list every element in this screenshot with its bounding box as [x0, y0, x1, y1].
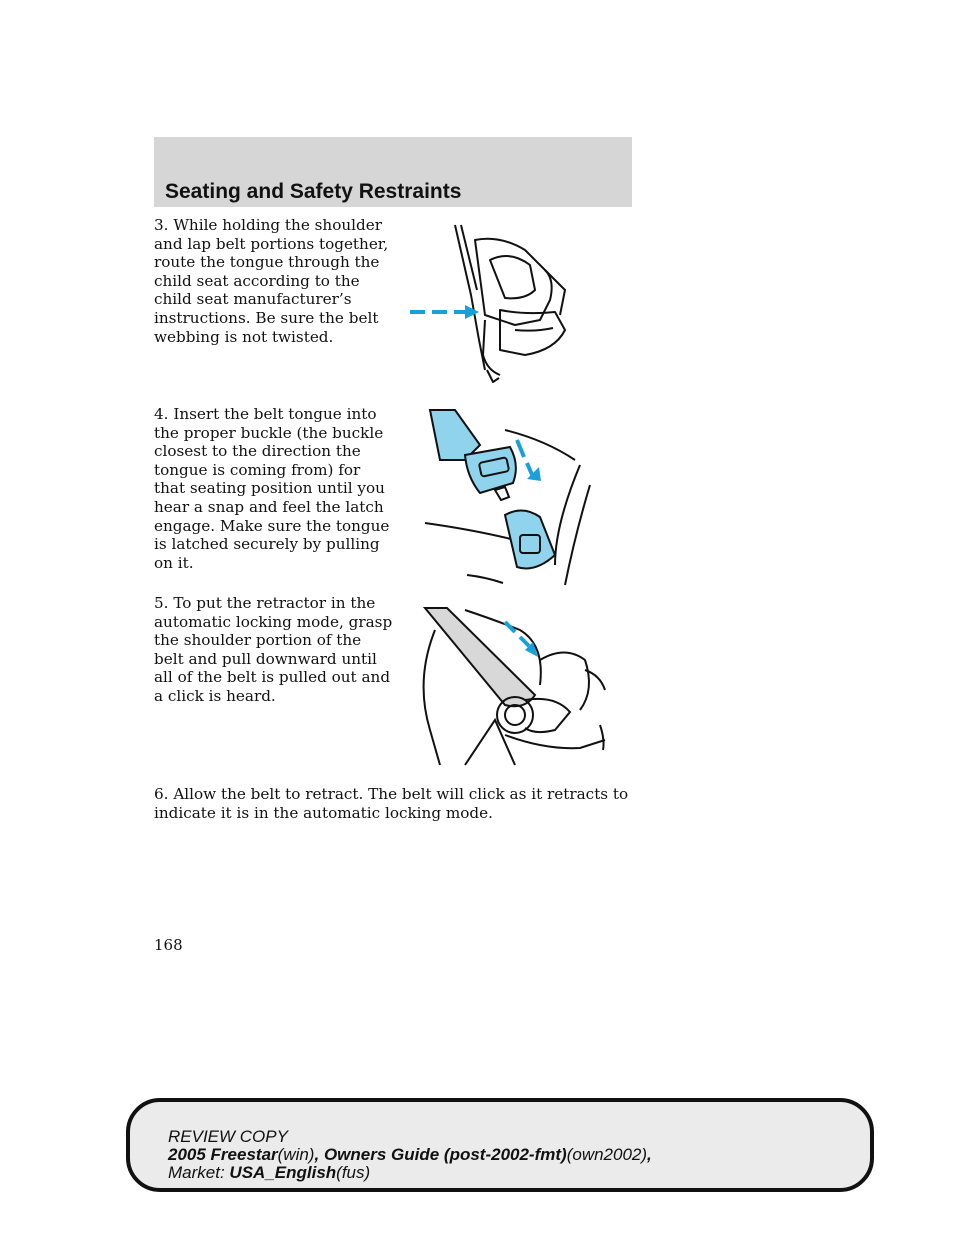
review-copy-label: REVIEW COPY	[168, 1127, 288, 1146]
child-seat-illustration	[405, 220, 585, 390]
step-4-text: 4. Insert the belt tongue into the proper buckle (the buckle closest to the direction the tongue is coming from) for that seating position until you hear a snap and feel the latch engage. Make sure the tongue is latched securely by pulling on it.	[154, 405, 390, 572]
document-info-line	[168, 1146, 652, 1164]
step-5-text: 5. To put the retractor in the automatic locking mode, grasp the shoulder portion of the belt and pull downward until all of the belt is pulled out and a click is heard.	[154, 594, 393, 705]
market-label: Market:	[168, 1163, 225, 1182]
page-number: 168	[154, 936, 183, 954]
model-code: (win)	[277, 1145, 315, 1164]
retractor-locking-illustration	[405, 600, 615, 775]
step-3-text: 3. While holding the shoulder and lap belt portions together, route the tongue through the child seat according to the child seat manufacturer’s instructions. Be sure the belt webbing is not twisted.	[154, 216, 389, 346]
separator: ,	[647, 1145, 652, 1164]
guide-name: Owners Guide (post-2002-fmt)	[323, 1145, 567, 1164]
market-code: (fus)	[336, 1163, 371, 1182]
review-copy-footer	[126, 1098, 874, 1192]
separator: ,	[314, 1145, 324, 1164]
step-6-text: 6. Allow the belt to retract. The belt will click as it retracts to indicate it is in the automatic locking mode.	[154, 785, 629, 822]
model-name: 2005 Freestar	[168, 1145, 278, 1164]
section-title: Seating and Safety Restraints	[165, 180, 462, 203]
buckle-insertion-illustration	[405, 405, 605, 590]
guide-code: (own2002)	[566, 1145, 648, 1164]
market-value: USA_English	[229, 1163, 337, 1182]
market-line	[168, 1164, 652, 1182]
